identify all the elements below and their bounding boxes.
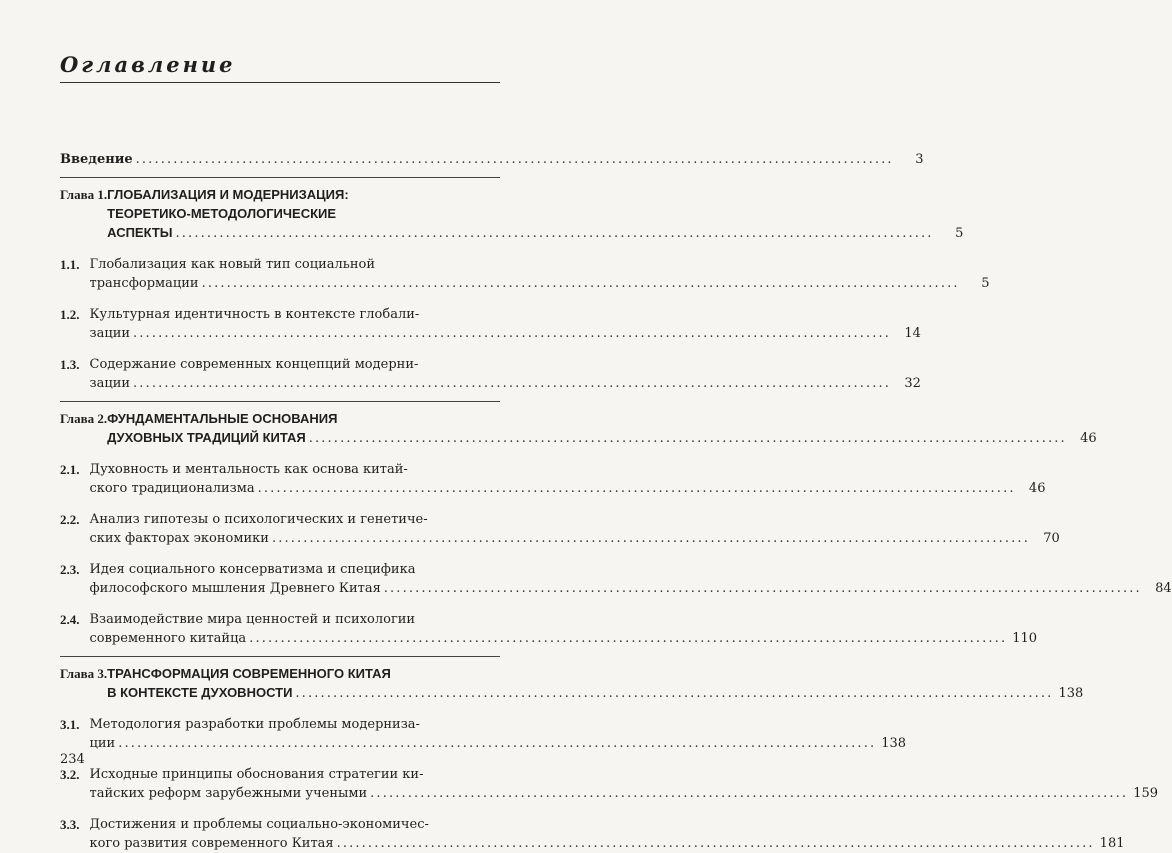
toc-section-2-3[interactable]: [60, 560, 1172, 598]
section-number: 2.2.: [60, 512, 80, 527]
dot-leader: [133, 374, 888, 393]
toc-chapter-2[interactable]: [60, 409, 1097, 448]
chapter-label: Глава 3.: [60, 666, 108, 681]
divider: [60, 656, 500, 657]
section-title-line: Методология разработки проблемы модерниза-: [89, 717, 420, 732]
page-title: Оглавление: [60, 52, 236, 77]
chapter-title-line: АСПЕКТЫ: [107, 225, 173, 240]
section-number: 2.1.: [60, 462, 80, 477]
section-page: 70: [1043, 531, 1060, 546]
section-title-line: зации: [89, 376, 131, 391]
toc-chapter-3[interactable]: [60, 664, 1084, 703]
chapter-label: Глава 2.: [60, 411, 108, 426]
dot-leader: [370, 784, 1125, 803]
toc-section-3-1[interactable]: [60, 715, 907, 753]
toc-section-1-1[interactable]: [60, 255, 990, 293]
chapter-page: 5: [955, 226, 964, 241]
table-of-contents: [60, 150, 1172, 853]
dot-leader: [118, 734, 873, 753]
section-number: 1.1.: [60, 257, 80, 272]
dot-leader: [295, 684, 1050, 703]
section-page: 14: [904, 326, 921, 341]
dot-leader: [384, 579, 1139, 598]
section-title-line: Культурная идентичность в контексте глобали-: [89, 307, 420, 322]
section-title-line: Анализ гипотезы о психологических и генетиче-: [89, 512, 428, 527]
chapter-title-line: ДУХОВНЫХ ТРАДИЦИЙ КИТАЯ: [107, 430, 306, 445]
divider: [60, 401, 500, 402]
toc-entry-intro[interactable]: [60, 150, 924, 169]
dot-leader: [133, 324, 888, 343]
section-title-line: ского традиционализма: [89, 481, 255, 496]
dot-leader: [202, 274, 957, 293]
section-title-line: кого развития современного Китая: [89, 836, 334, 851]
dot-leader: [337, 834, 1092, 853]
section-title-line: ских факторах экономики: [89, 531, 269, 546]
toc-section-3-3[interactable]: [60, 815, 1125, 853]
section-page: 181: [1099, 836, 1125, 851]
chapter-title-line: ГЛОБАЛИЗАЦИЯ И МОДЕРНИЗАЦИЯ:: [107, 187, 349, 202]
toc-section-3-2[interactable]: [60, 765, 1159, 803]
divider: [60, 177, 500, 178]
section-title-line: Взаимодействие мира ценностей и психологии: [89, 612, 416, 627]
toc-section-2-1[interactable]: [60, 460, 1046, 498]
section-title-line: Содержание современных концепций модерни-: [89, 357, 419, 372]
chapter-title-line: ТЕОРЕТИКО-МЕТОДОЛОГИЧЕСКИЕ: [107, 206, 337, 221]
dot-leader: [176, 224, 931, 243]
toc-section-2-2[interactable]: [60, 510, 1060, 548]
section-page: 5: [981, 276, 990, 291]
chapter-title-line: ТРАНСФОРМАЦИЯ СОВРЕМЕННОГО КИТАЯ: [107, 666, 391, 681]
toc-chapter-1[interactable]: [60, 185, 964, 243]
section-title-line: тайских реформ зарубежными учеными: [89, 786, 368, 801]
section-title-line: философского мышления Древнего Китая: [89, 581, 381, 596]
dot-leader: [272, 529, 1027, 548]
dot-leader: [309, 429, 1064, 448]
section-number: 1.2.: [60, 307, 80, 322]
toc-section-1-3[interactable]: [60, 355, 921, 393]
intro-label: Введение: [60, 152, 133, 167]
section-number: 2.4.: [60, 612, 80, 627]
section-title-line: ции: [89, 736, 116, 751]
section-title-line: Идея социального консерватизма и специфика: [89, 562, 416, 577]
section-number: 3.3.: [60, 817, 80, 832]
section-number: 3.2.: [60, 767, 80, 782]
section-title-line: Достижения и проблемы социально-экономичес-: [89, 817, 429, 832]
section-title-line: Исходные принципы обоснования стратегии ки-: [89, 767, 424, 782]
section-title-line: трансформации: [89, 276, 199, 291]
section-page: 46: [1028, 481, 1046, 496]
toc-section-1-2[interactable]: [60, 305, 921, 343]
toc-section-2-4[interactable]: [60, 610, 1038, 648]
section-number: 1.3.: [60, 357, 80, 372]
chapter-label: Глава 1.: [60, 187, 108, 202]
section-page: 84: [1155, 581, 1172, 596]
section-title-line: современного китайца: [89, 631, 247, 646]
title-rule: [60, 82, 500, 83]
chapter-title-line: ФУНДАМЕНТАЛЬНЫЕ ОСНОВАНИЯ: [107, 411, 338, 426]
section-number: 2.3.: [60, 562, 80, 577]
section-title-line: зации: [89, 326, 131, 341]
intro-page: 3: [915, 152, 924, 167]
section-title-line: Духовность и ментальность как основа китай-: [89, 462, 408, 477]
chapter-page: 138: [1058, 686, 1084, 701]
dot-leader: [249, 629, 1004, 648]
chapter-title-line: В КОНТЕКСТЕ ДУХОВНОСТИ: [107, 685, 293, 700]
section-page: 138: [881, 736, 907, 751]
chapter-page: 46: [1080, 431, 1097, 446]
section-page: 32: [904, 376, 921, 391]
dot-leader: [136, 150, 891, 169]
dot-leader: [258, 479, 1013, 498]
page-number: 234: [60, 752, 85, 767]
section-number: 3.1.: [60, 717, 80, 732]
section-title-line: Глобализация как новый тип социальной: [89, 257, 376, 272]
section-page: 110: [1012, 631, 1038, 646]
section-page: 159: [1133, 786, 1159, 801]
